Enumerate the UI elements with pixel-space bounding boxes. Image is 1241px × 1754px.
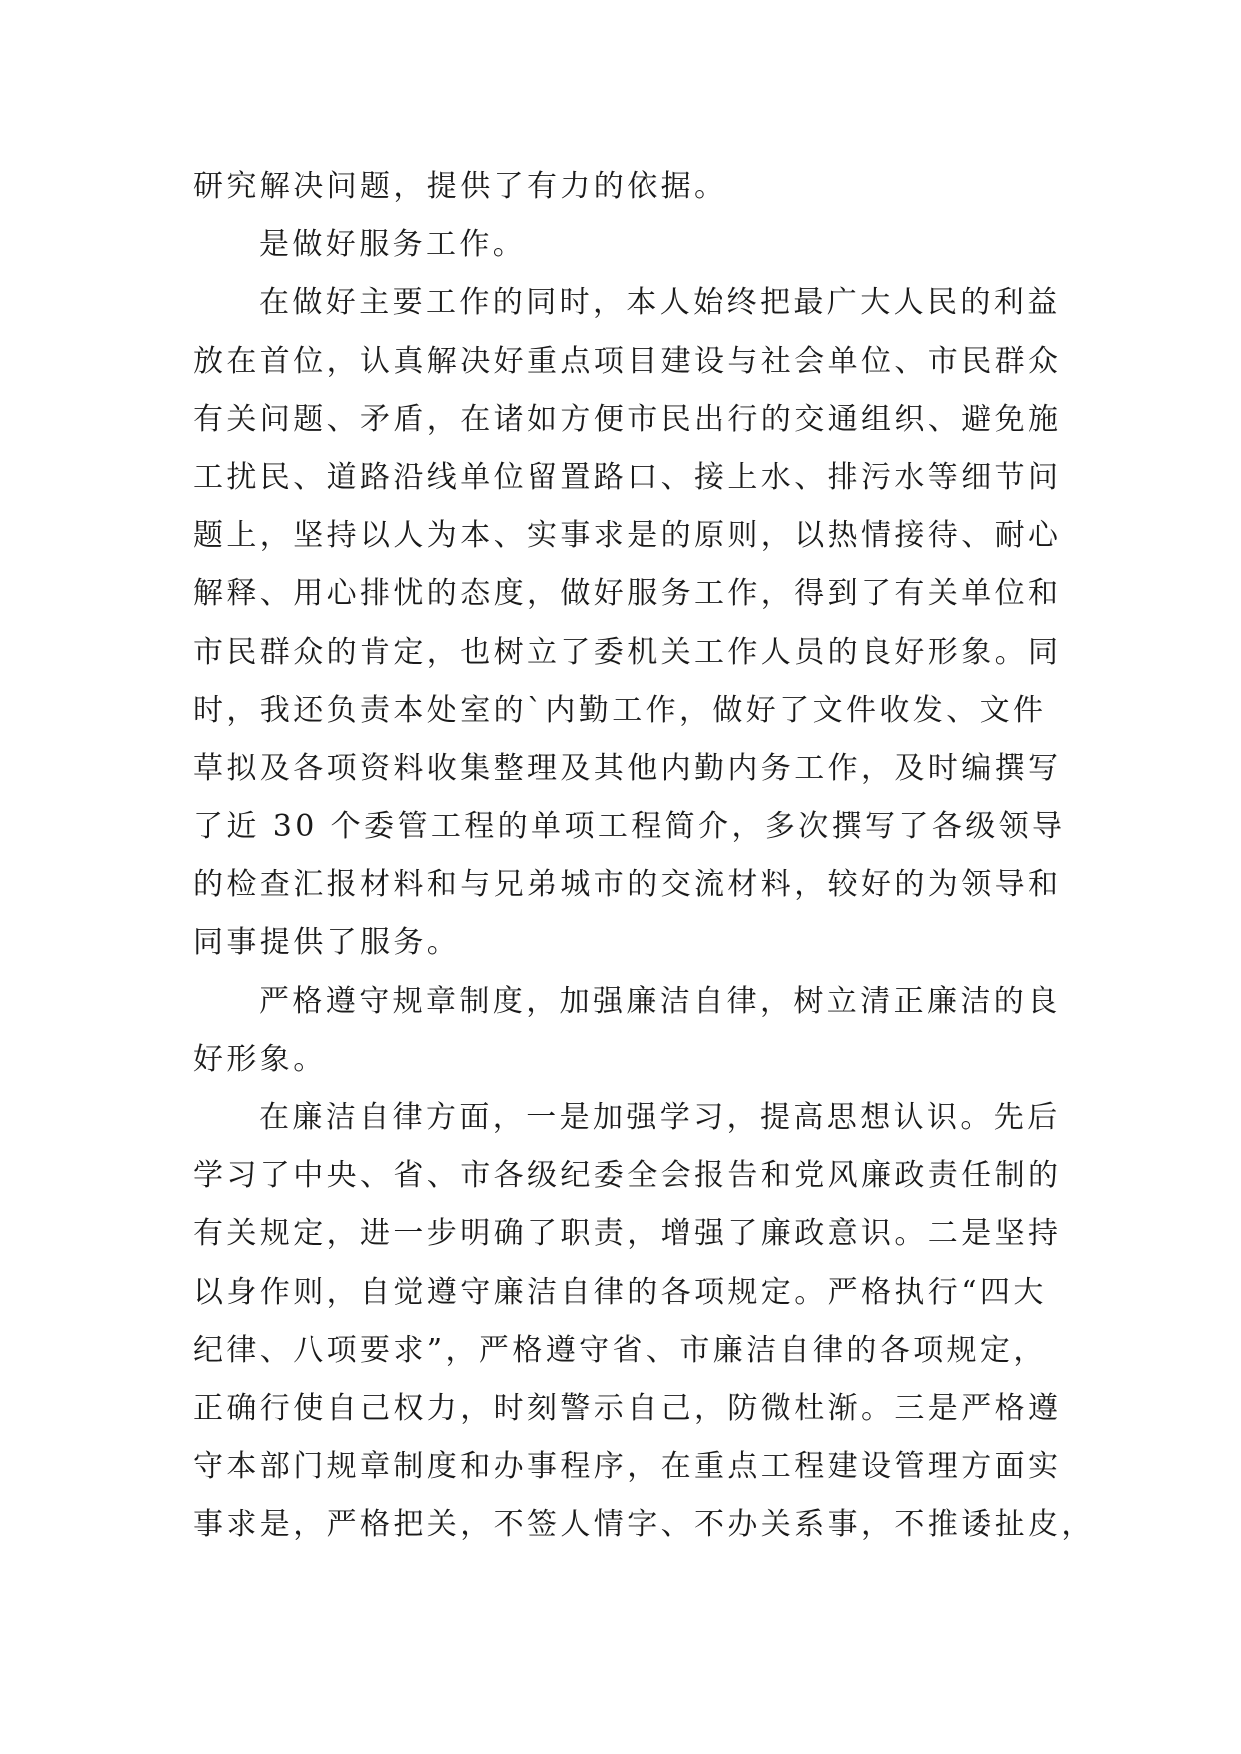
text-line: 研究解决问题，提供了有力的依据。 [193,169,728,204]
text-line: 好形象。 [193,1041,327,1077]
text-line: 在廉洁自律方面，一是加强学习，提高思想认识。先后 [259,1100,1061,1135]
text-line: 工扰民、道路沿线单位留置路口、接上水、排污水等细节问 [193,459,1062,495]
text-line: 以身作则，自觉遵守廉洁自律的各项规定。严格执行“四大 [193,1274,1047,1310]
text-line: 同事提供了服务。 [193,925,461,961]
paragraph-heading: 严格遵守规章制度，加强廉洁自律，树立清正廉洁的良 [259,983,1061,1019]
text-line: 了近 30 个委管工程的单项工程简介，多次撰写了各级领导 [193,809,1066,845]
text-line: 正确行使自己权力，时刻警示自己，防微杜渐。三是严格遵 [193,1390,1062,1426]
document-body [193,158,1095,1555]
text-line: 市民群众的肯定，也树立了委机关工作人员的良好形象。同 [193,634,1062,670]
paragraph-heading: 是做好服务工作。 [259,227,527,263]
text-line: 题上，坚持以人为本、实事求是的原则，以热情接待、耐心 [193,518,1062,554]
text-line: 纪律、八项要求”，严格遵守省、市廉洁自律的各项规定， [193,1332,1047,1368]
text-line: 有关规定，进一步明确了职责，增强了廉政意识。二是坚持 [193,1216,1062,1252]
text-line: 的检查汇报材料和与兄弟城市的交流材料，较好的为领导和 [193,867,1062,903]
text-line: 有关问题、矛盾，在诸如方便市民出行的交通组织、避免施 [193,401,1062,437]
text-line: 守本部门规章制度和办事程序，在重点工程建设管理方面实 [193,1449,1062,1485]
text-line: 学习了中央、省、市各级纪委全会报告和党风廉政责任制的 [193,1158,1062,1194]
text-line: 解释、用心排忧的态度，做好服务工作，得到了有关单位和 [193,576,1062,612]
text-line: 在做好主要工作的同时，本人始终把最广大人民的利益 [259,285,1061,321]
text-line: 草拟及各项资料收集整理及其他内勤内务工作，及时编撰写 [193,750,1062,786]
text-line: 放在首位，认真解决好重点项目建设与社会单位、市民群众 [193,343,1062,379]
text-line: 时，我还负责本处室的`内勤工作，做好了文件收发、文件 [193,692,1047,728]
text-line: 事求是，严格把关，不签人情字、不办关系事，不推诿扯皮， [193,1507,1095,1543]
